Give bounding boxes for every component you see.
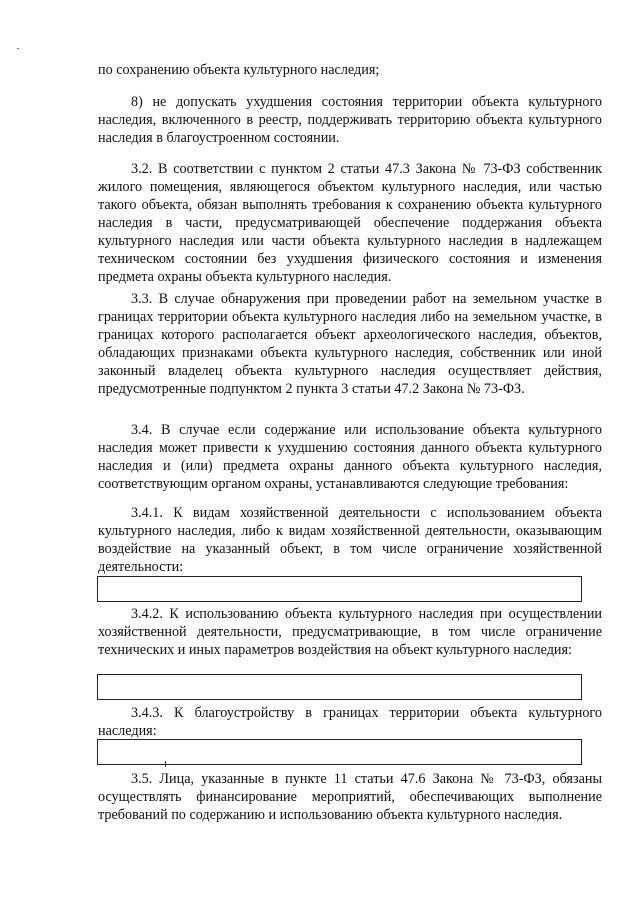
field-3-4-2[interactable] xyxy=(97,674,582,700)
paragraph-3-5: 3.5. Лица, указанные в пункте 11 статьи 47.6 Закона № 73-ФЗ, обязаны осуществлять финансирование мероприятий, обеспечивающих выполнение требований по содержанию и использованию объекта культурного наследия. xyxy=(98,771,602,823)
text-cursor-mark xyxy=(165,761,166,767)
paragraph-3-4-3: 3.4.3. К благоустройству в границах территории объекта культурного наследия: xyxy=(98,705,602,739)
paragraph-3-4: 3.4. В случае если содержание или использование объекта культурного наследия может привести к ухудшению состояния данного объекта культурного наследия и (или) предмета охраны данного объекта культурного наследия, соответствующим органом охраны, устанавливаются следующие требования: xyxy=(98,422,602,492)
scan-speck xyxy=(17,48,19,49)
paragraph-3-3: 3.3. В случае обнаружения при проведении работ на земельном участке в границах территории объекта культурного наследия либо на земельном участке, в границах которого располагается объект археологического наследия, объектов, обладающих признаками объекта культурного наследия, собственник или иной законный владелец объекта культурного наследия осуществляет действия, предусмотренные подпунктом 2 пункта 3 статьи 47.2 Закона № 73-ФЗ. xyxy=(98,291,602,397)
paragraph-3-4-2: 3.4.2. К использованию объекта культурного наследия при осуществлении хозяйственной деятельности, предусматривающие, в том числе ограничение технических и иных параметров воздействия на объект культурного наследия: xyxy=(98,606,602,658)
field-3-4-3[interactable] xyxy=(97,739,582,765)
paragraph-continuation: по сохранению объекта культурного наследия; xyxy=(98,62,380,78)
paragraph-item-8: 8) не допускать ухудшения состояния территории объекта культурного наследия, включенного в реестр, поддерживать территорию объекта культурного наследия в благоустроенном состоянии. xyxy=(98,94,602,146)
paragraph-3-2: 3.2. В соответствии с пунктом 2 статьи 47.3 Закона № 73-ФЗ собственник жилого помещения, являющегося объектом культурного наследия, или частью такого объекта, обязан выполнять требования к сохранению объекта культурного наследия в части, предусматривающей обеспечение поддержания объекта культурного наследия или части объекта культурного наследия в надлежащем техническом состоянии без ухудшения физического состояния и изменения предмета охраны объекта культурного наследия. xyxy=(98,161,602,285)
field-3-4-1[interactable] xyxy=(97,576,582,602)
paragraph-3-4-1: 3.4.1. К видам хозяйственной деятельности с использованием объекта культурного наследия, либо к видам хозяйственной деятельности, оказывающим воздействие на указанный объект, в том числе ограничение хозяйственной деятельности: xyxy=(98,505,602,575)
